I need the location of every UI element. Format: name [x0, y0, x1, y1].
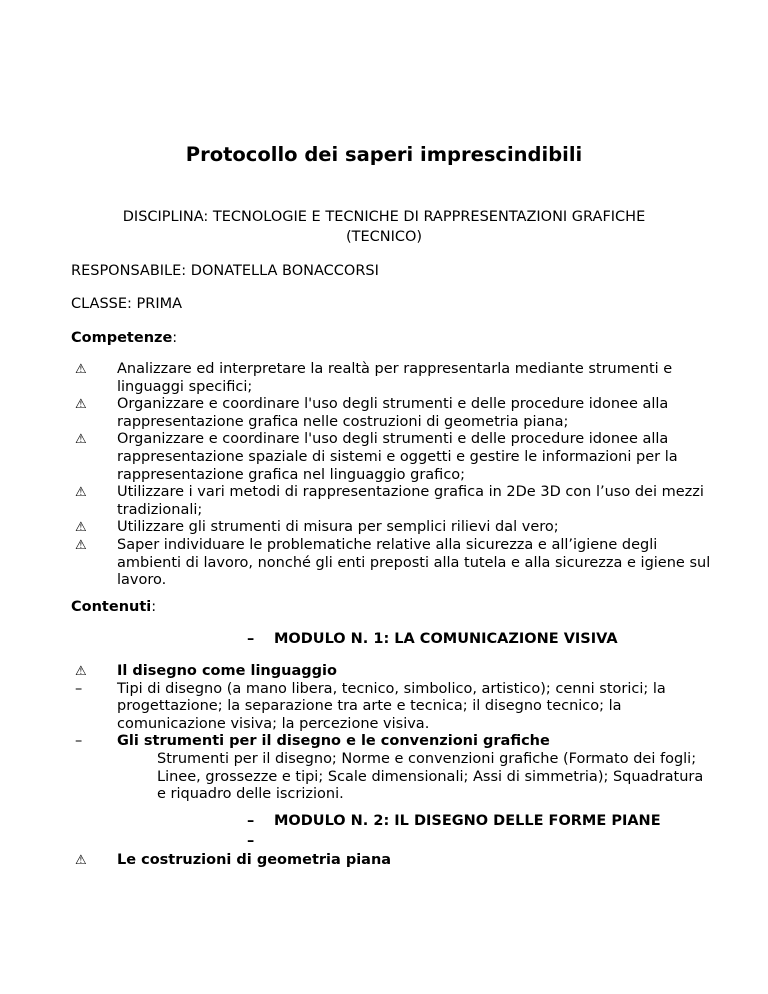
competenze-colon: :: [172, 330, 178, 346]
modulo-2-title: MODULO N. 2: IL DISEGNO DELLE FORME PIANE: [274, 813, 661, 829]
modulo-1-list: [71, 663, 711, 804]
responsabile-line: RESPONSABILE: DONATELLA BONACCORSI: [71, 263, 379, 279]
m2-item-1: Le costruzioni di geometria piana: [117, 852, 392, 868]
m1-item-3-text: Strumenti per il disegno; Norme e convenzioni grafiche (Formato dei fogli; Linee, grossezze e tipi; Scale dimensionali; Assi di simmetria); Squadratura e riquadro delle iscrizioni.: [157, 750, 704, 803]
modulo-2-list: [71, 852, 711, 870]
contenuti-heading: [71, 597, 156, 617]
list-item: [71, 681, 711, 734]
m1-item-2: Tipi di disegno (a mano libera, tecnico, simbolico, artistico); cenni storici; la progettazione; la separazione tra arte e tecnica; il disegno tecnico; la comunicazione visiva; la percezione visiva.: [117, 680, 666, 732]
discipline-line-2: (TECNICO): [345, 229, 423, 245]
m1-item-1: Il disegno come linguaggio: [117, 663, 337, 679]
list-item: [71, 852, 711, 870]
list-item: [71, 519, 711, 537]
warning-bullet-icon: ⚠: [75, 664, 87, 679]
competenze-list: [71, 361, 711, 590]
competenza-text: Utilizzare i vari metodi di rappresentazione grafica in 2De 3D con l’uso dei mezzi tradizionali;: [117, 484, 704, 518]
competenza-text: Organizzare e coordinare l'uso degli strumenti e delle procedure idonee alla rappresentazione grafica nelle costruzioni di geometria piana;: [117, 396, 669, 430]
m1-item-3: Gli strumenti per il disegno e le convenzioni grafiche: [117, 733, 550, 750]
classe-line: CLASSE: PRIMA: [71, 296, 183, 312]
dash-bullet-icon: –: [247, 631, 255, 647]
dash-bullet-icon: –: [247, 813, 255, 829]
page-title: Protocollo dei saperi imprescindibili: [185, 143, 583, 166]
discipline-line-1: DISCIPLINA: TECNOLOGIE E TECNICHE DI RAPPRESENTAZIONI GRAFICHE: [122, 209, 646, 225]
list-item: [71, 396, 711, 431]
warning-bullet-icon: ⚠: [75, 432, 87, 448]
list-item: [71, 431, 711, 484]
competenza-text: Organizzare e coordinare l'uso degli strumenti e delle procedure idonee alla rappresentazione spaziale di sistemi e oggetti e gestire le informazioni per la rappresentazione grafica nel linguaggio grafico;: [117, 431, 678, 483]
dash-bullet-icon: –: [75, 733, 83, 750]
modulo-1-heading: [247, 629, 618, 649]
competenza-text: Saper individuare le problematiche relative alla sicurezza e all’igiene degli ambienti di lavoro, nonché gli enti preposti alla tutela e alla sicurezza e igiene sul lavoro.: [117, 536, 711, 589]
contenuti-label: Contenuti: [71, 599, 152, 615]
dash-bullet-icon: –: [75, 680, 83, 697]
warning-bullet-icon: ⚠: [75, 520, 87, 536]
modulo-2-heading: [247, 811, 661, 831]
competenze-heading: [71, 328, 177, 348]
modulo-1-title: MODULO N. 1: LA COMUNICAZIONE VISIVA: [274, 631, 618, 647]
list-item: [71, 537, 711, 590]
competenze-label: Competenze: [71, 330, 173, 346]
competenza-text: Utilizzare gli strumenti di misura per semplici rilievi dal vero;: [117, 519, 559, 536]
contenuti-colon: :: [151, 599, 157, 615]
list-item: [71, 484, 711, 519]
dash-bullet-icon: –: [247, 833, 255, 849]
warning-bullet-icon: ⚠: [75, 485, 87, 501]
list-item: [71, 733, 711, 751]
warning-bullet-icon: ⚠: [75, 397, 87, 413]
warning-bullet-icon: ⚠: [75, 362, 87, 377]
warning-bullet-icon: ⚠: [75, 537, 87, 553]
competenza-text: Analizzare ed interpretare la realtà per rappresentarla mediante strumenti e linguaggi specifici;: [117, 361, 673, 395]
list-item: [71, 663, 711, 681]
warning-bullet-icon: ⚠: [75, 853, 87, 868]
list-item: [71, 361, 711, 396]
list-item: [71, 751, 711, 804]
